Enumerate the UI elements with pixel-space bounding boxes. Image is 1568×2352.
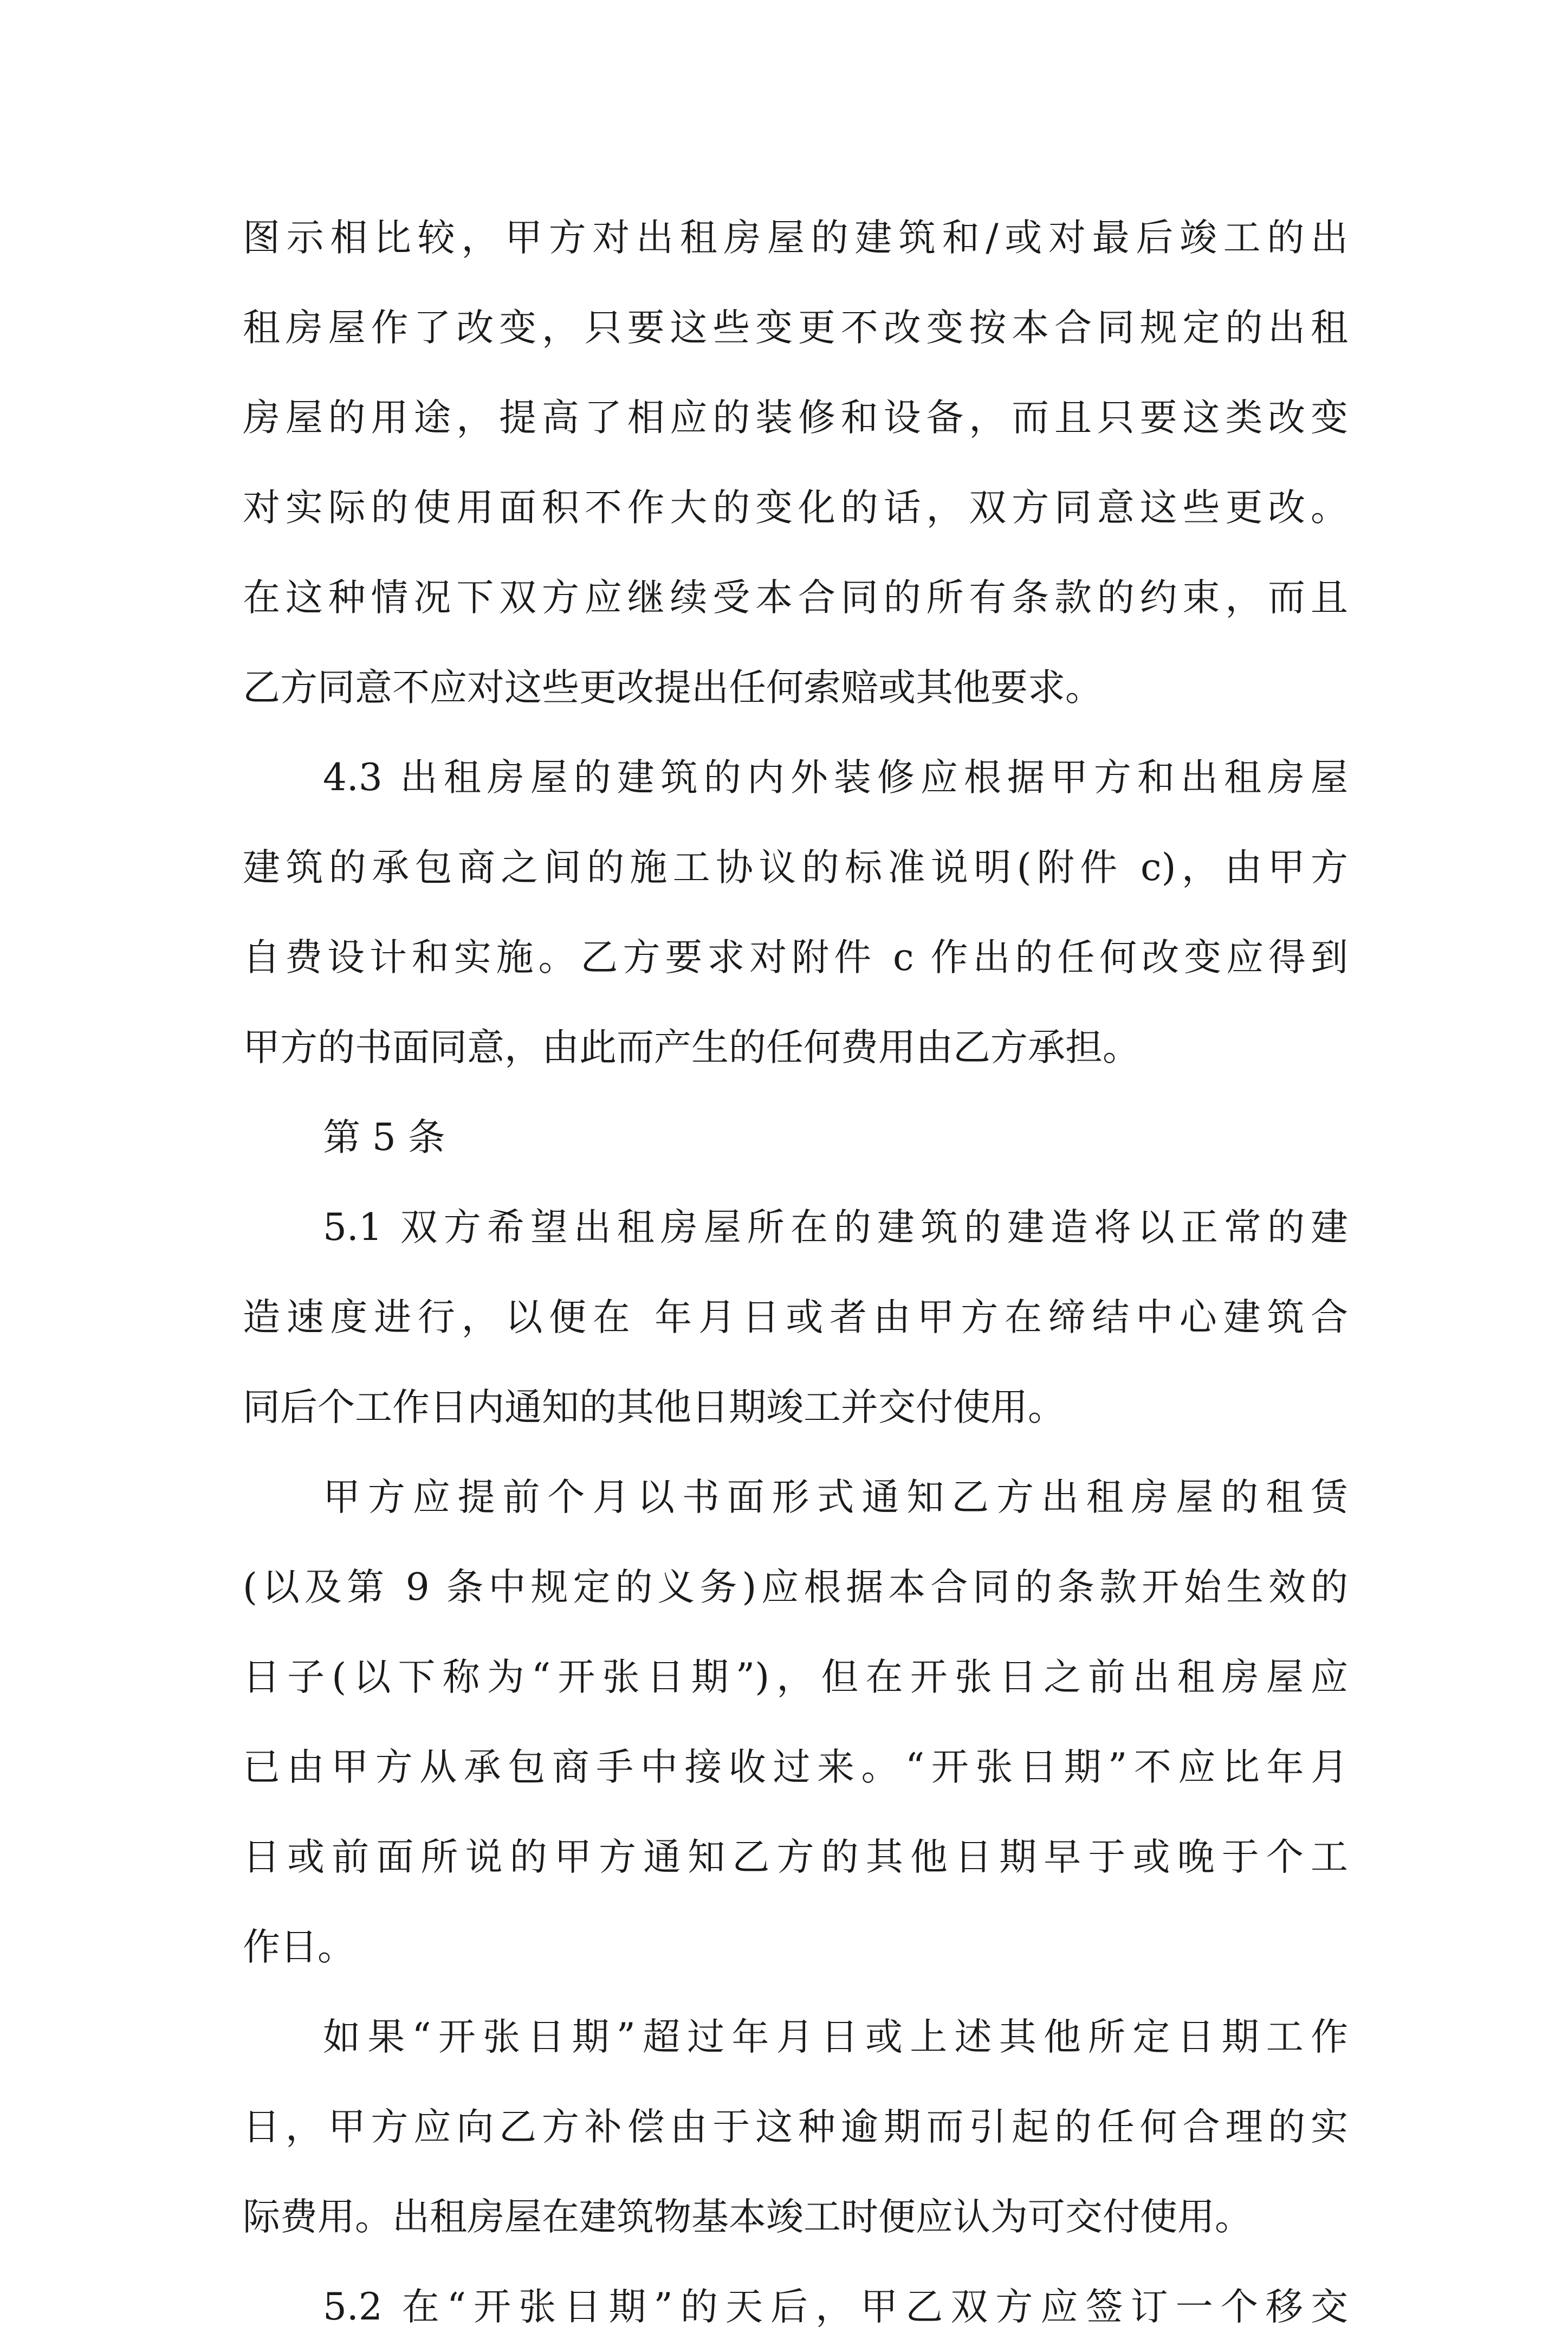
- text-line: 在这种情况下双方应继续受本合同的所有条款的约束，而且: [243, 576, 1348, 619]
- text-line: 作日。: [243, 1925, 355, 1969]
- text-line: 际费用。出租房屋在建筑物基本竣工时便应认为可交付使用。: [243, 2195, 1252, 2239]
- text-line: (以及第 9 条中规定的义务)应根据本合同的条款开始生效的: [243, 1566, 1348, 1609]
- text-line: 租房屋作了改变，只要这些变更不改变按本合同规定的出租: [243, 306, 1348, 350]
- contract-text-body: [243, 193, 1348, 2352]
- text-line: 日，甲方应向乙方补偿由于这种逾期而引起的任何合理的实: [243, 2105, 1348, 2149]
- paragraph-start: 如果“开张日期”超过年月日或上述其他所定日期工作: [323, 2015, 1348, 2059]
- article-5-heading: 第 5 条: [323, 1116, 445, 1159]
- text-line: 对实际的使用面积不作大的变化的话，双方同意这些更改。: [243, 486, 1348, 529]
- text-line: 自费设计和实施。乙方要求对附件 c 作出的任何改变应得到: [243, 936, 1348, 979]
- text-line: 日或前面所说的甲方通知乙方的其他日期早于或晚于个工: [243, 1836, 1348, 1879]
- text-line: 已由甲方从承包商手中接收过来。“开张日期”不应比年月: [243, 1746, 1348, 1789]
- clause-5-2-start: 5.2 在“开张日期”的天后，甲乙双方应签订一个移交: [323, 2285, 1348, 2329]
- text-line: 房屋的用途，提高了相应的装修和设备，而且只要这类改变: [243, 396, 1348, 440]
- text-line: 造速度进行，以便在 年月日或者由甲方在缔结中心建筑合: [243, 1296, 1348, 1339]
- text-line: 日子(以下称为“开张日期”)，但在开张日之前出租房屋应: [243, 1656, 1348, 1699]
- clause-5-1-start: 5.1 双方希望出租房屋所在的建筑的建造将以正常的建: [323, 1206, 1348, 1249]
- text-line: 图示相比较，甲方对出租房屋的建筑和/或对最后竣工的出: [243, 216, 1348, 260]
- text-line: 甲方的书面同意，由此而产生的任何费用由乙方承担。: [243, 1026, 1140, 1069]
- paragraph-start: 甲方应提前个月以书面形式通知乙方出租房屋的租赁: [323, 1476, 1348, 1519]
- text-line: 同后个工作日内通知的其他日期竣工并交付使用。: [243, 1386, 1065, 1429]
- text-line: 建筑的承包商之间的施工协议的标准说明(附件 c)，由甲方: [243, 846, 1348, 889]
- text-line: 乙方同意不应对这些更改提出任何索赔或其他要求。: [243, 666, 1103, 709]
- clause-4-3-start: 4.3 出租房屋的建筑的内外装修应根据甲方和出租房屋: [323, 756, 1348, 799]
